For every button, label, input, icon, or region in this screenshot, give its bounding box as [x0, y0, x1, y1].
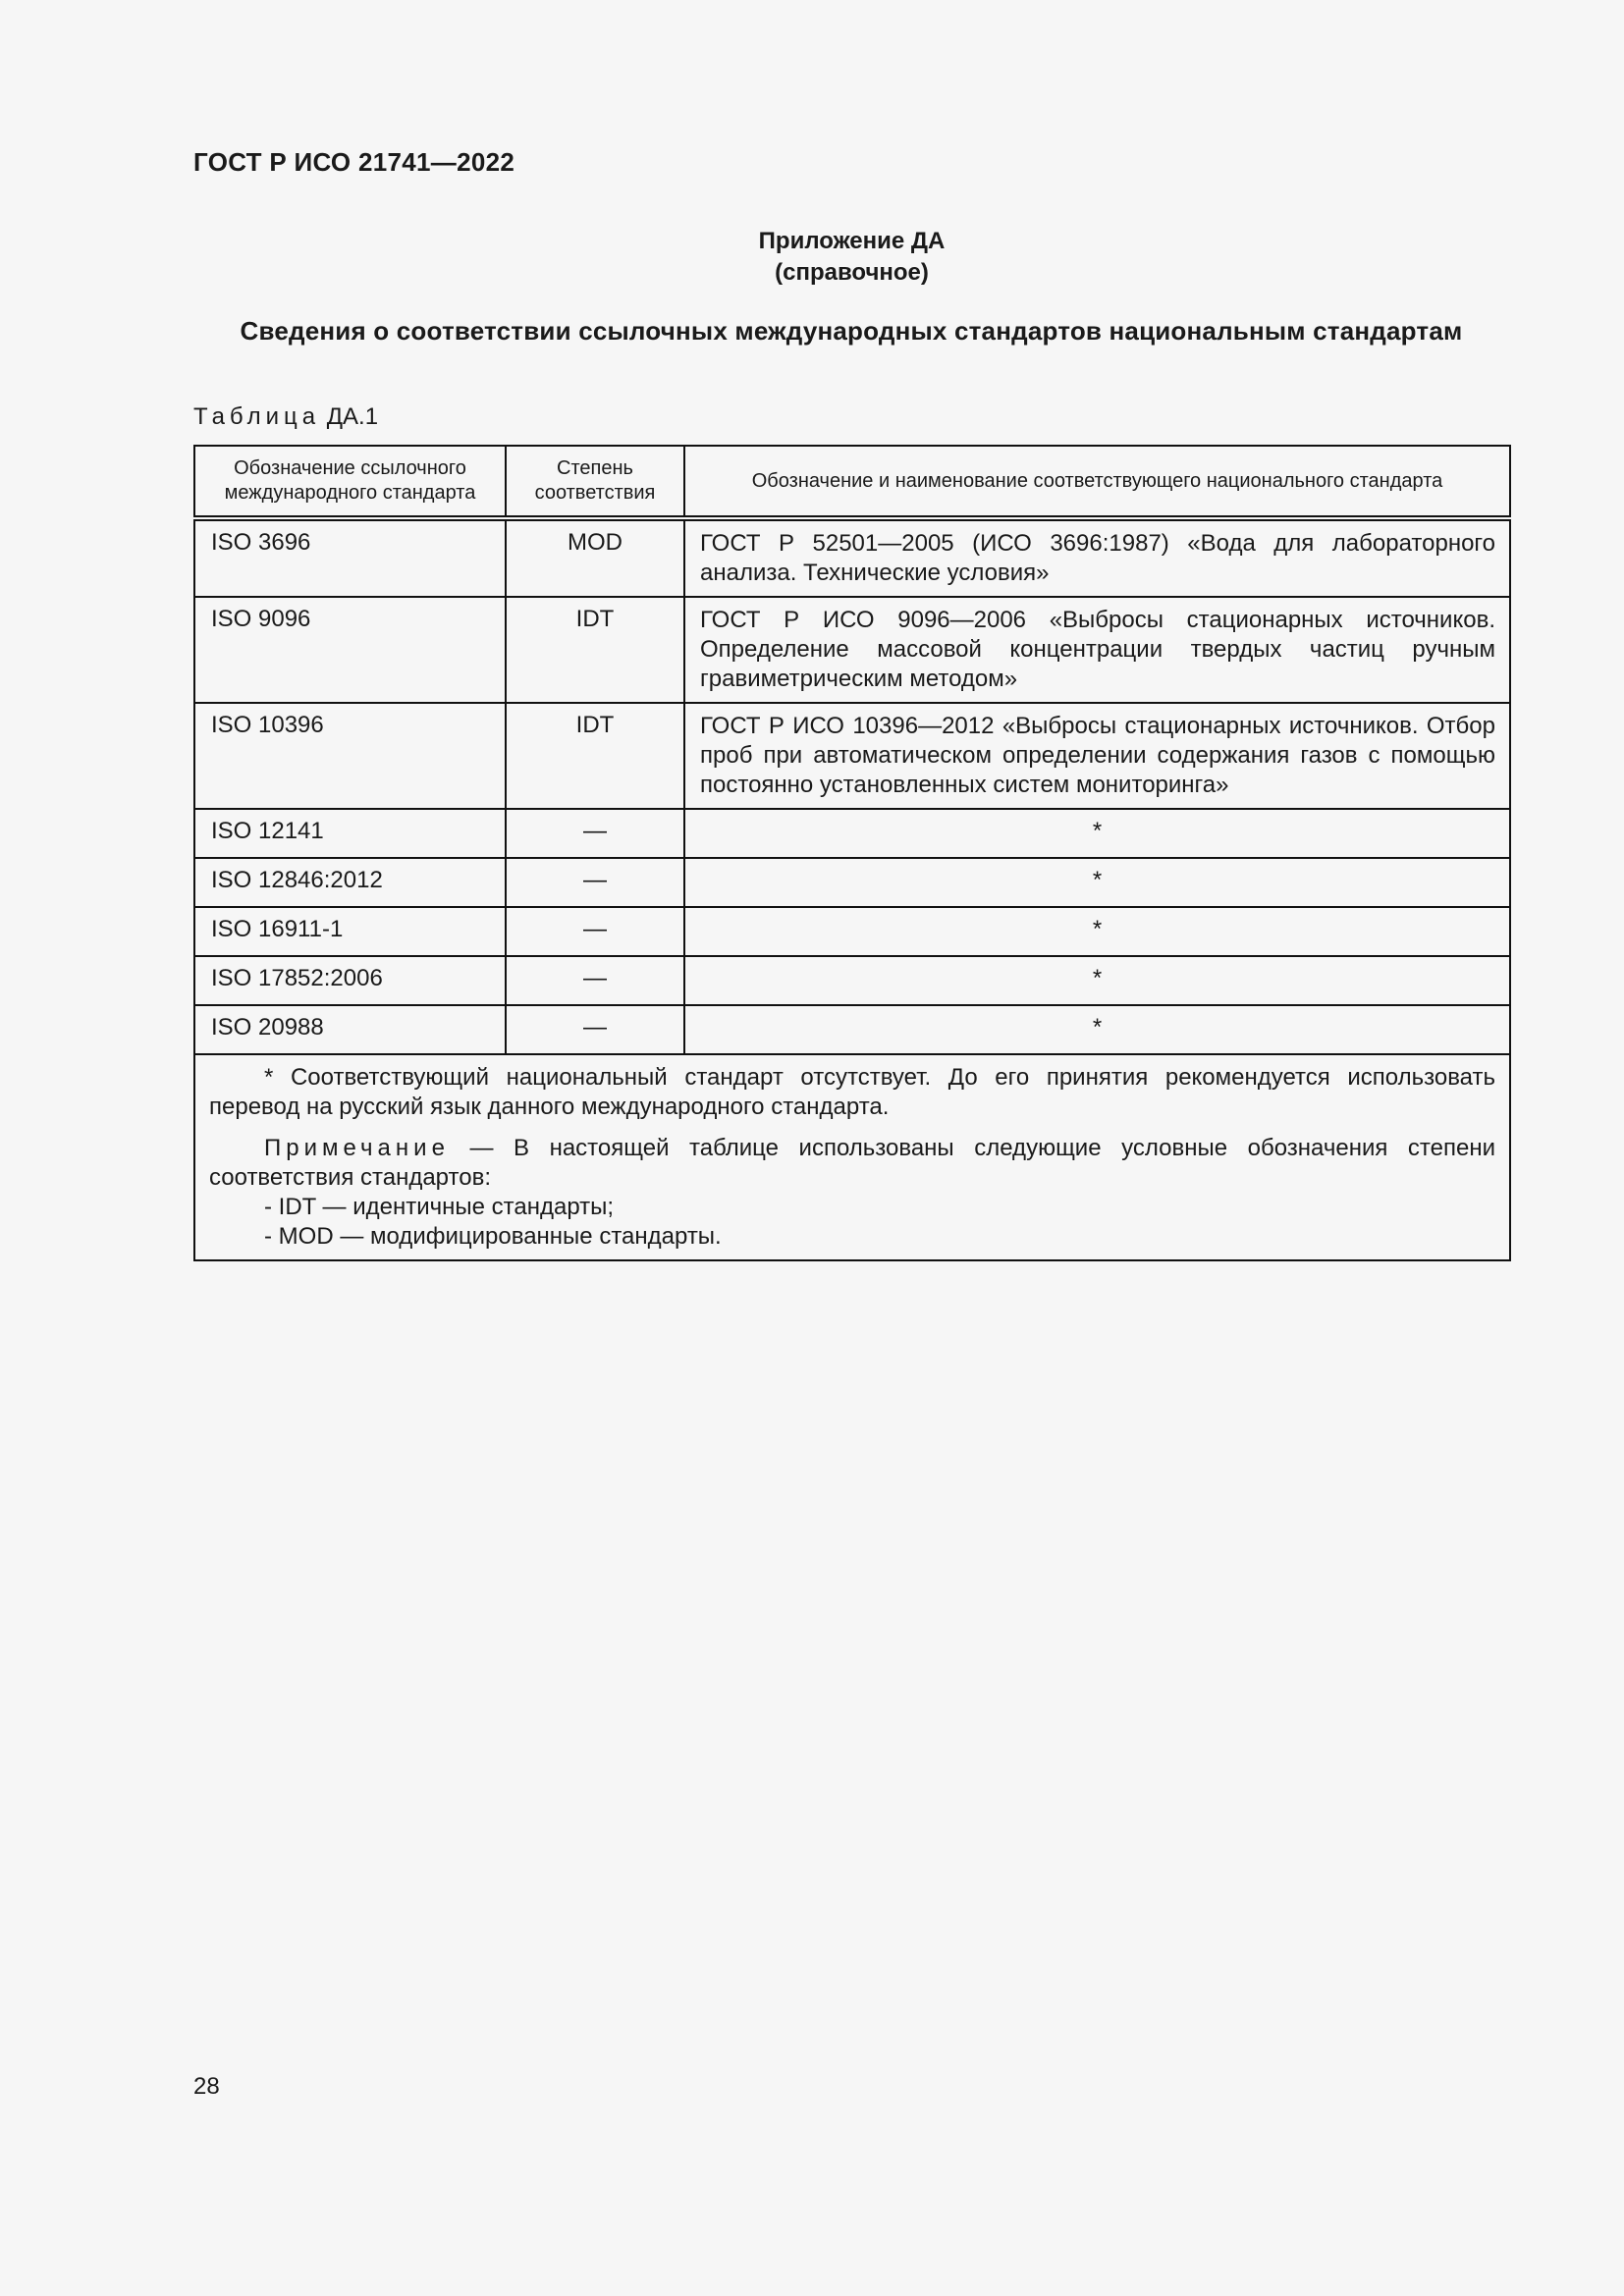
- cell-national: ГОСТ Р 52501—2005 (ИСО 3696:1987) «Вода для лабораторного анализа. Технические условия»: [684, 518, 1510, 597]
- annex-subtitle: (справочное): [775, 259, 929, 286]
- cell-national: ГОСТ Р ИСО 9096—2006 «Выбросы стационарных источников. Определение массовой концентрации твердых частиц ручным гравиметрическим методом»: [684, 597, 1510, 703]
- note: [209, 1134, 1495, 1193]
- cell-degree: —: [506, 907, 684, 956]
- cell-degree: —: [506, 956, 684, 1005]
- cell-degree: —: [506, 858, 684, 907]
- cell-intl: ISO 12141: [194, 809, 506, 858]
- cell-degree: IDT: [506, 703, 684, 809]
- note-item: - IDT — идентичные стандарты;: [264, 1194, 615, 1220]
- table-row: [194, 809, 1510, 858]
- table-row: [194, 518, 1510, 597]
- cell-intl: ISO 3696: [194, 518, 506, 597]
- cell-intl: ISO 20988: [194, 1005, 506, 1054]
- cell-degree: IDT: [506, 597, 684, 703]
- cell-national: *: [684, 809, 1510, 858]
- section-title: Сведения о соответствии ссылочных международных стандартов национальным стандартам: [240, 316, 1463, 346]
- table-label-prefix: Таблица: [193, 403, 321, 430]
- table-row: [194, 597, 1510, 703]
- document-code: ГОСТ Р ИСО 21741—2022: [193, 147, 515, 177]
- table-footer: [194, 1054, 1510, 1260]
- cell-intl: ISO 17852:2006: [194, 956, 506, 1005]
- annex-title: Приложение ДА: [758, 228, 946, 254]
- cell-intl: ISO 12846:2012: [194, 858, 506, 907]
- cell-national: *: [684, 956, 1510, 1005]
- column-header-intl: Обозначение ссылочного международного стандарта: [194, 446, 506, 518]
- footnote: * Соответствующий национальный стандарт отсутствует. До его принятия рекомендуется использовать перевод на русский язык данного международного стандарта.: [209, 1064, 1495, 1120]
- table-label-number: ДА.1: [326, 403, 379, 430]
- cell-national: *: [684, 1005, 1510, 1054]
- table-row: [194, 956, 1510, 1005]
- table-footer-row: [194, 1054, 1510, 1260]
- page-number: 28: [193, 2073, 220, 2100]
- column-header-national: Обозначение и наименование соответствующего национального стандарта: [684, 446, 1510, 518]
- cell-national: *: [684, 907, 1510, 956]
- note-item: - MOD — модифицированные стандарты.: [264, 1223, 722, 1250]
- table-row: [194, 858, 1510, 907]
- table-row: [194, 907, 1510, 956]
- table-row: [194, 1005, 1510, 1054]
- cell-degree: MOD: [506, 518, 684, 597]
- table-label: [193, 403, 378, 431]
- cell-national: ГОСТ Р ИСО 10396—2012 «Выбросы стационарных источников. Отбор проб при автоматическом определении содержания газов с помощью постоянно установленных систем мониторинга»: [684, 703, 1510, 809]
- cell-intl: ISO 9096: [194, 597, 506, 703]
- cell-degree: —: [506, 809, 684, 858]
- correspondence-table: [193, 445, 1511, 1261]
- annex-heading: [0, 226, 1624, 289]
- cell-intl: ISO 10396: [194, 703, 506, 809]
- column-header-degree: Степень соответствия: [506, 446, 684, 518]
- cell-degree: —: [506, 1005, 684, 1054]
- table-row: [194, 703, 1510, 809]
- note-text: — В настоящей таблице использованы следующие условные обозначения степени соответствия стандартов:: [209, 1135, 1495, 1191]
- note-label: Примечание: [264, 1135, 450, 1161]
- table-header-row: [194, 446, 1510, 518]
- cell-national: *: [684, 858, 1510, 907]
- cell-intl: ISO 16911-1: [194, 907, 506, 956]
